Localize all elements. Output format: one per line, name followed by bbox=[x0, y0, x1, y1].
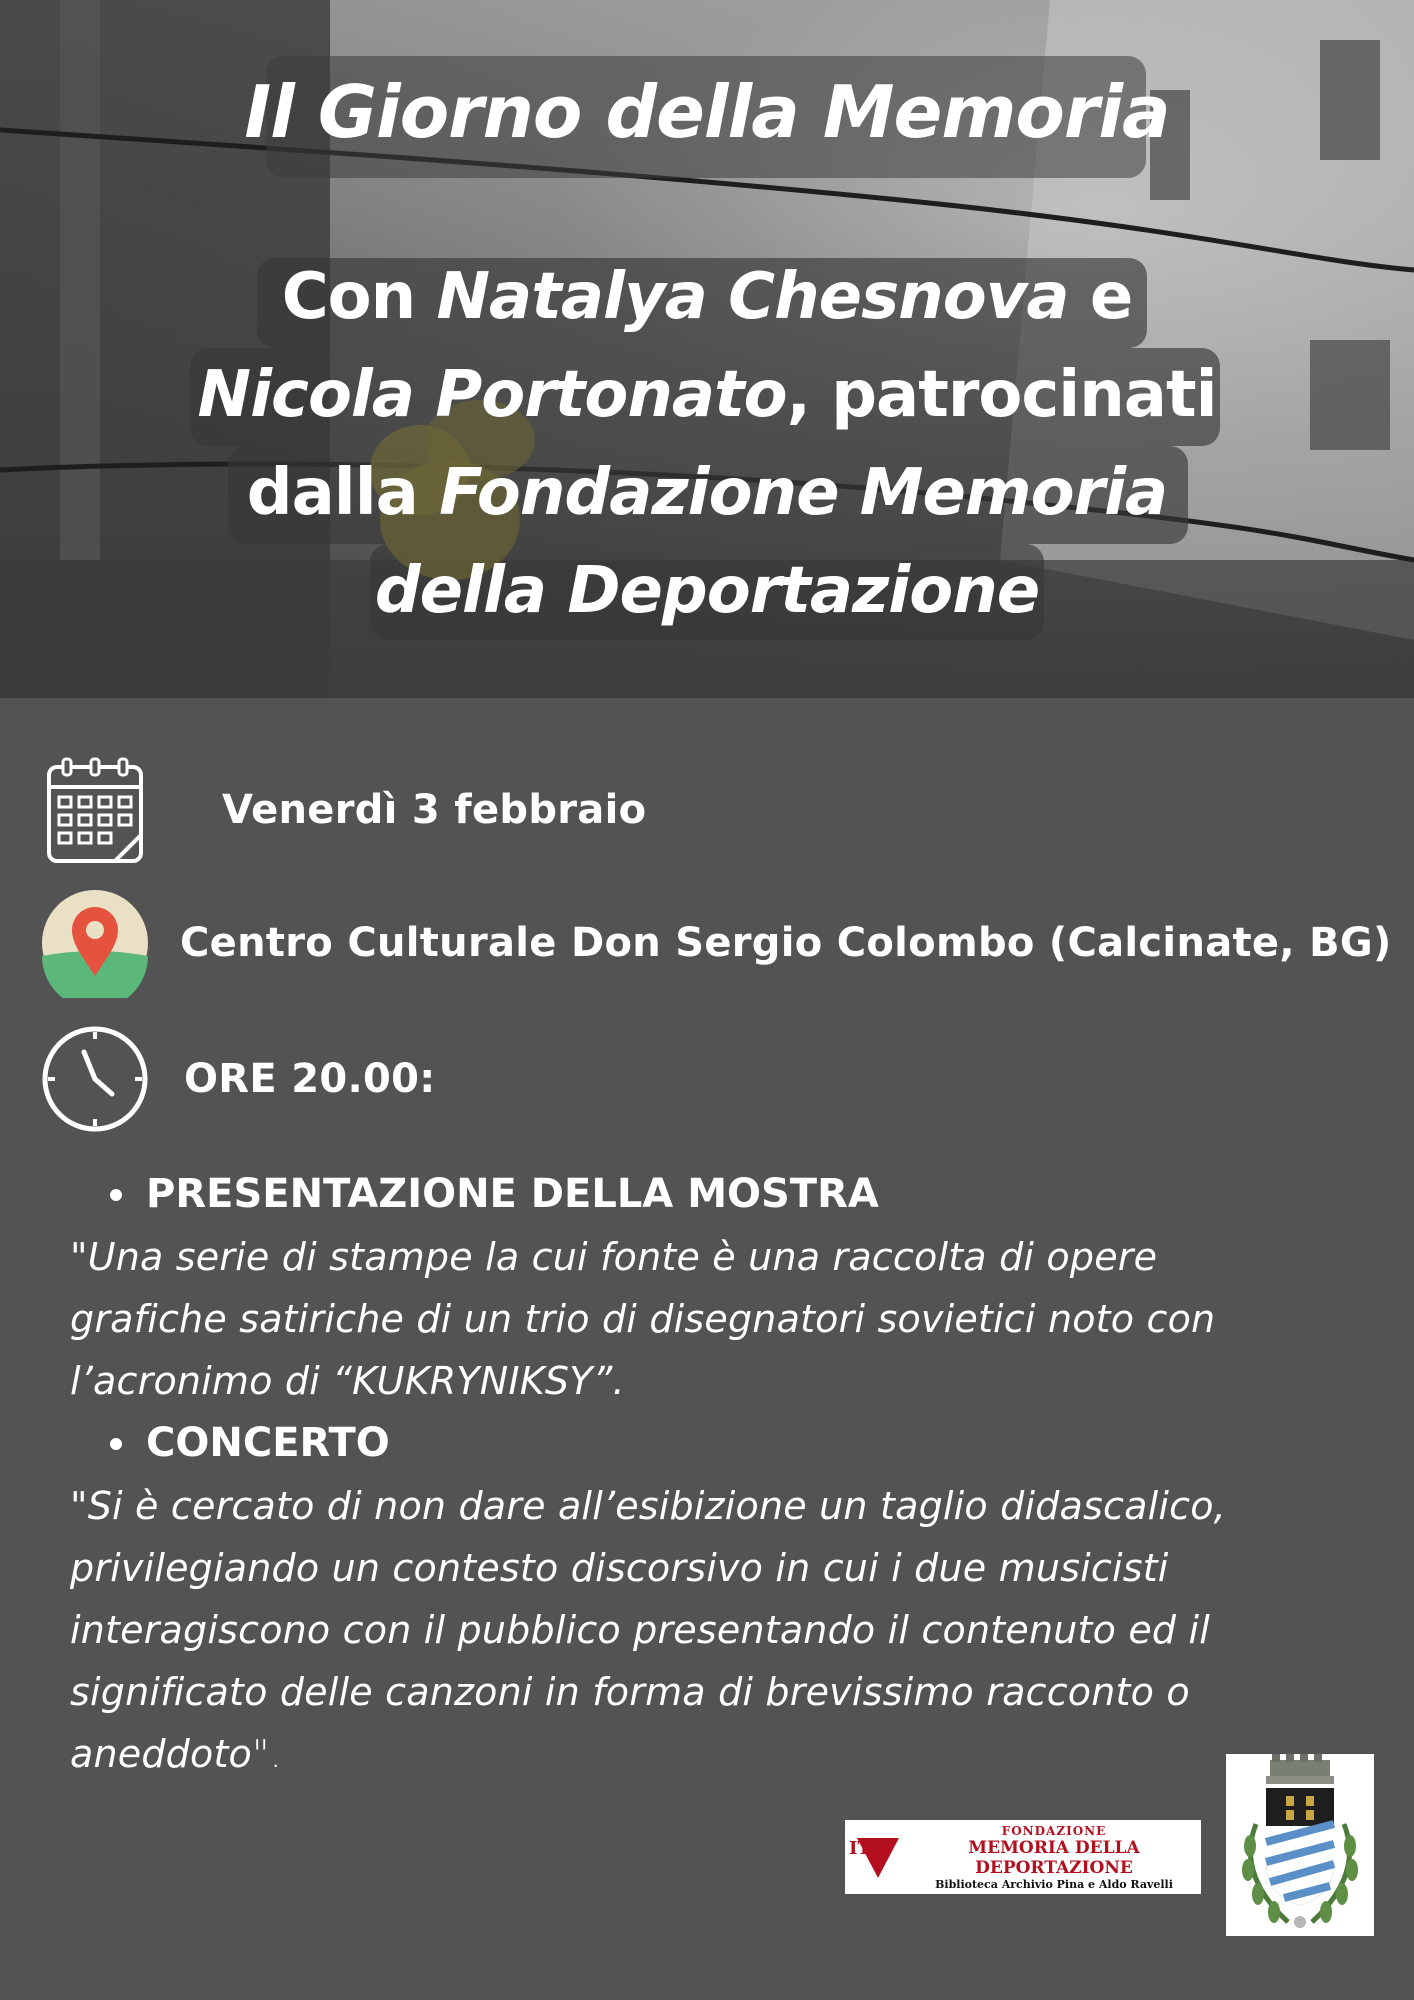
logo-line: Biblioteca Archivio Pina e Aldo Ravelli bbox=[935, 1877, 1173, 1891]
event-date: Venerdì 3 febbraio bbox=[222, 787, 647, 833]
event-location: Centro Culturale Don Sergio Colombo (Calcinate, BG) bbox=[180, 920, 1392, 966]
logo-line: FONDAZIONE bbox=[1001, 1823, 1107, 1838]
hero-banner bbox=[0, 0, 1414, 698]
location-row bbox=[40, 888, 1392, 998]
program-heading-text: PRESENTAZIONE DELLA MOSTRA bbox=[146, 1171, 879, 1217]
program-description-text: Una serie di stampe la cui fonte è una raccolta di opere grafiche satiriche di un trio di disegnatori sovietici noto con l’acronimo di “KUKRYNIKSY”. bbox=[70, 1235, 1216, 1403]
sponsor-name: della Deportazione bbox=[374, 554, 1040, 628]
program-heading-text: CONCERTO bbox=[146, 1420, 390, 1466]
fondazione-logo-text bbox=[907, 1824, 1201, 1891]
date-row bbox=[40, 755, 646, 865]
map-pin-icon bbox=[40, 888, 150, 998]
program-description bbox=[70, 1475, 1280, 1785]
subtitle-text: dalla bbox=[246, 456, 440, 530]
performer-name: Natalya Chesnova bbox=[436, 260, 1069, 334]
program-item bbox=[70, 1413, 1370, 1785]
subtitle-text: Con bbox=[281, 260, 437, 334]
time-row bbox=[40, 1024, 436, 1134]
sponsor-name: Fondazione Memoria bbox=[439, 456, 1168, 530]
subtitle-text: e bbox=[1068, 260, 1133, 334]
subtitle-text: , patrocinati bbox=[786, 358, 1217, 432]
fondazione-mark-text: IT bbox=[849, 1838, 871, 1859]
clock-icon bbox=[40, 1024, 150, 1134]
fondazione-mark-icon bbox=[849, 1834, 901, 1880]
program-heading bbox=[70, 1164, 1370, 1224]
performer-name: Nicola Portonato bbox=[197, 358, 787, 432]
logo-line: MEMORIA DELLA DEPORTAZIONE bbox=[968, 1837, 1140, 1878]
coat-of-arms-icon bbox=[1226, 1754, 1374, 1936]
event-title: Il Giorno della Memoria bbox=[244, 70, 1170, 154]
program-description-text: Si è cercato di non dare all’esibizione un taglio didascalico, privilegiando un contesto discorsivo in cui i due musicisti interagiscono con il pubblico presentando il contenuto ed il significato delle canzoni in forma di brevissimo racconto o aneddoto bbox=[70, 1484, 1226, 1776]
quote-mark: " bbox=[70, 1484, 88, 1528]
municipal-crest-logo bbox=[1226, 1754, 1374, 1936]
calendar-icon bbox=[40, 755, 150, 865]
event-time: ORE 20.00: bbox=[184, 1056, 436, 1102]
quote-mark: ". bbox=[252, 1732, 282, 1776]
program-description bbox=[70, 1226, 1280, 1412]
program-heading bbox=[70, 1413, 1370, 1473]
fondazione-logo bbox=[845, 1820, 1201, 1894]
program-item bbox=[70, 1164, 1370, 1412]
event-subtitle bbox=[150, 248, 1264, 640]
quote-mark: " bbox=[70, 1235, 88, 1279]
